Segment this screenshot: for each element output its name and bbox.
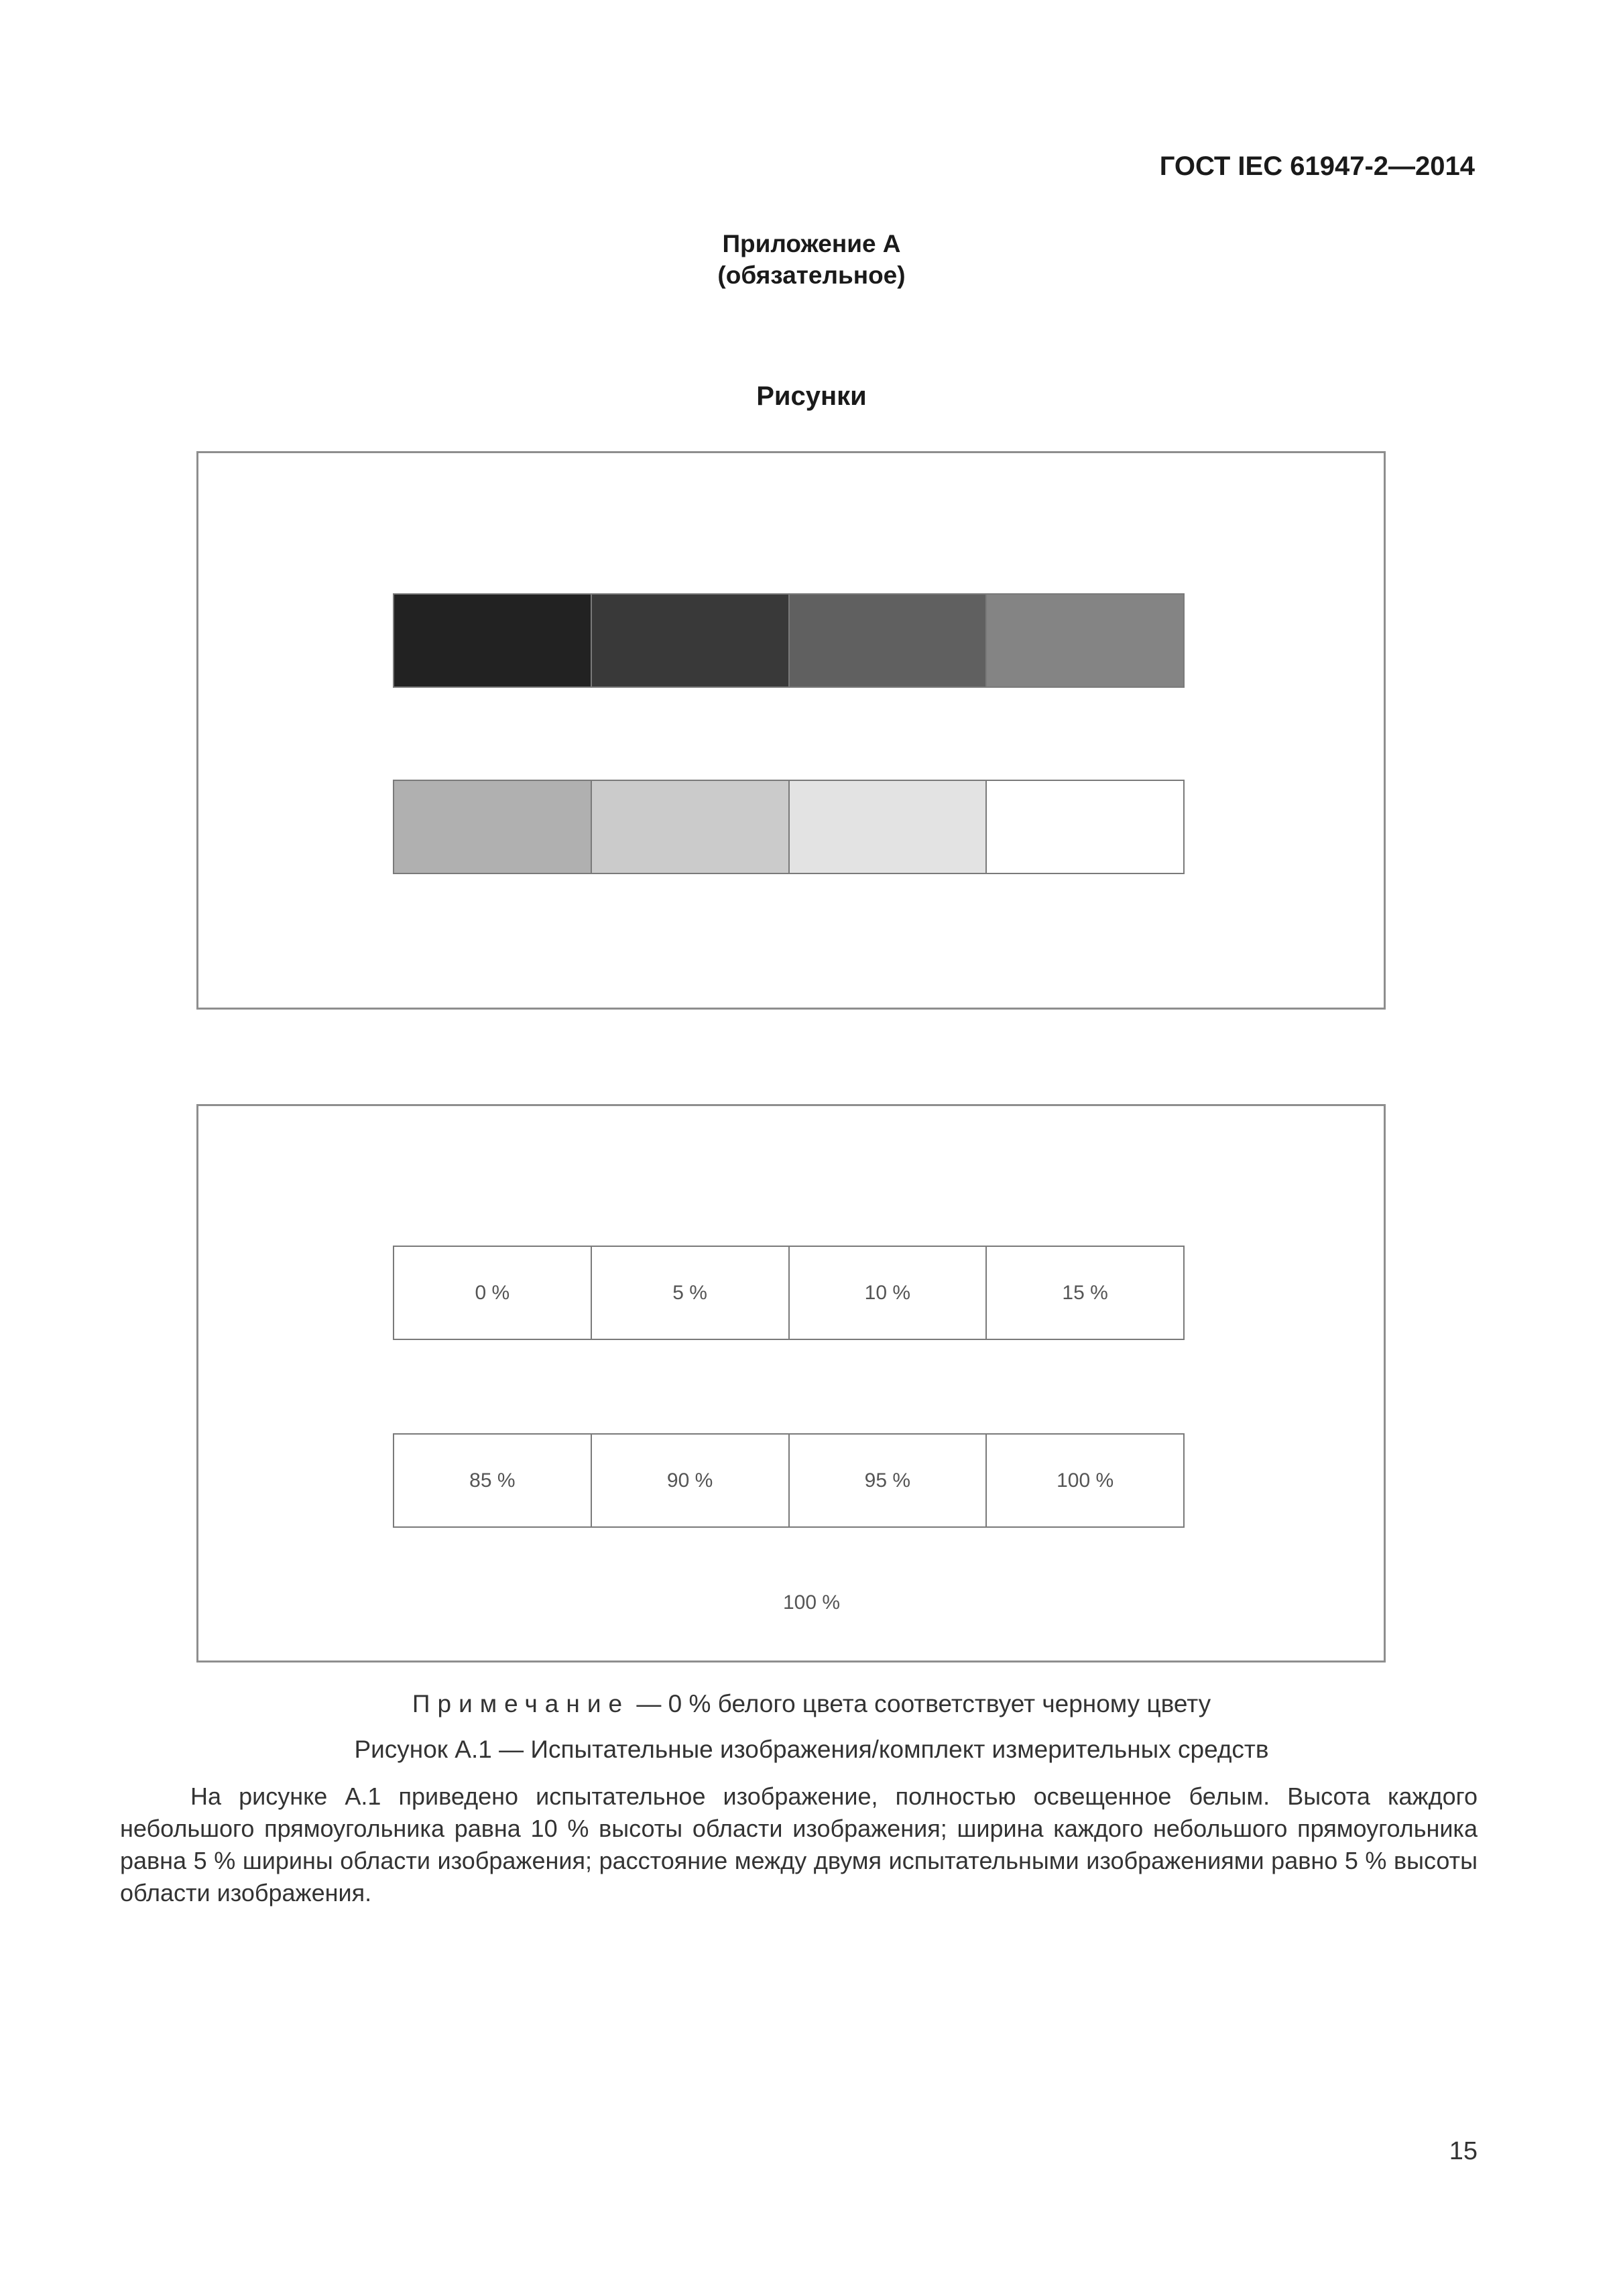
figure-note bbox=[0, 1690, 1623, 1718]
percent-strip-high bbox=[393, 1433, 1185, 1528]
percent-label: 0 % bbox=[394, 1247, 592, 1339]
percent-label: 85 % bbox=[394, 1435, 592, 1526]
percent-label: 90 % bbox=[592, 1435, 790, 1526]
percent-strip-low bbox=[393, 1246, 1185, 1340]
gray-swatch bbox=[592, 595, 790, 686]
percent-label: 15 % bbox=[987, 1247, 1183, 1339]
grayscale-strip-dark bbox=[393, 593, 1185, 688]
percent-label: 95 % bbox=[790, 1435, 987, 1526]
gray-swatch bbox=[592, 781, 790, 873]
test-image-percent-frame bbox=[196, 1104, 1386, 1663]
percent-label: 10 % bbox=[790, 1247, 987, 1339]
standard-identifier: ГОСТ IEC 61947-2—2014 bbox=[1159, 152, 1475, 181]
body-paragraph: На рисунке А.1 приведено испытательное изображение, полностью освещенное белым. Высота каждого небольшого прямоугольника равна 10 % высоты области изображения; ширина каждого небольшого прямоугольника равна 5 % ширины области изображения; расстояние между двумя испытательными изображениями равно 5 % высоты области изображения. bbox=[120, 1783, 1478, 1907]
percent-label: 5 % bbox=[592, 1247, 790, 1339]
percent-label: 100 % bbox=[987, 1435, 1183, 1526]
note-dash: — bbox=[636, 1690, 662, 1717]
gray-swatch bbox=[987, 595, 1183, 686]
page-number: 15 bbox=[1449, 2137, 1478, 2165]
section-title: Рисунки bbox=[756, 381, 867, 411]
frame-caption: 100 % bbox=[782, 1591, 841, 1614]
note-text: 0 % белого цвета соответствует черному цвету bbox=[668, 1690, 1211, 1717]
annex-title: Приложение А bbox=[722, 230, 901, 257]
test-image-grayscale-frame bbox=[196, 451, 1386, 1010]
note-prefix: Примечание bbox=[412, 1690, 630, 1717]
figure-caption: Рисунок А.1 — Испытательные изображения/комплект измерительных средств bbox=[354, 1736, 1269, 1763]
annex-status: (обязательное) bbox=[717, 261, 906, 289]
annex-heading bbox=[0, 228, 1623, 291]
gray-swatch bbox=[394, 595, 592, 686]
gray-swatch bbox=[790, 781, 987, 873]
gray-swatch bbox=[394, 781, 592, 873]
gray-swatch bbox=[790, 595, 987, 686]
gray-swatch bbox=[987, 781, 1183, 873]
grayscale-strip-light bbox=[393, 780, 1185, 874]
